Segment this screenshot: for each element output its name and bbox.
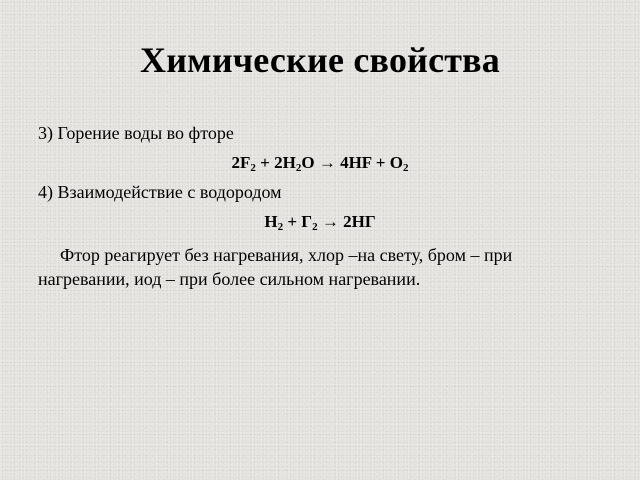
eq1-part2: + 2H [255,153,296,172]
eq1-part1: 2F [231,153,251,172]
eq2-part2: + Г [283,212,313,231]
eq1-sub3: 2 [402,162,409,174]
eq2-part1: H [264,212,278,231]
eq2-part3: → 2НГ [317,212,376,231]
eq2-sub1: 2 [277,221,284,233]
item-3-heading: 3) Горение воды во фторе [38,123,234,143]
reactivity-paragraph: Фтор реагирует без нагревания, хлор –на свету, бром – при нагревании, иод – при более сильном нагревании. [38,245,513,289]
equation-fluorine-water [0,152,640,174]
eq1-sub1: 2 [250,162,256,174]
eq2-sub2: 2 [312,221,318,233]
item-4-heading: 4) Взаимодействие с водородом [38,182,282,202]
eq1-sub2: 2 [295,162,302,174]
eq1-part3: O → 4HF + O [301,153,403,172]
equation-halogen-hydrogen [0,211,640,233]
slide-title: Химические свойства [140,40,500,80]
